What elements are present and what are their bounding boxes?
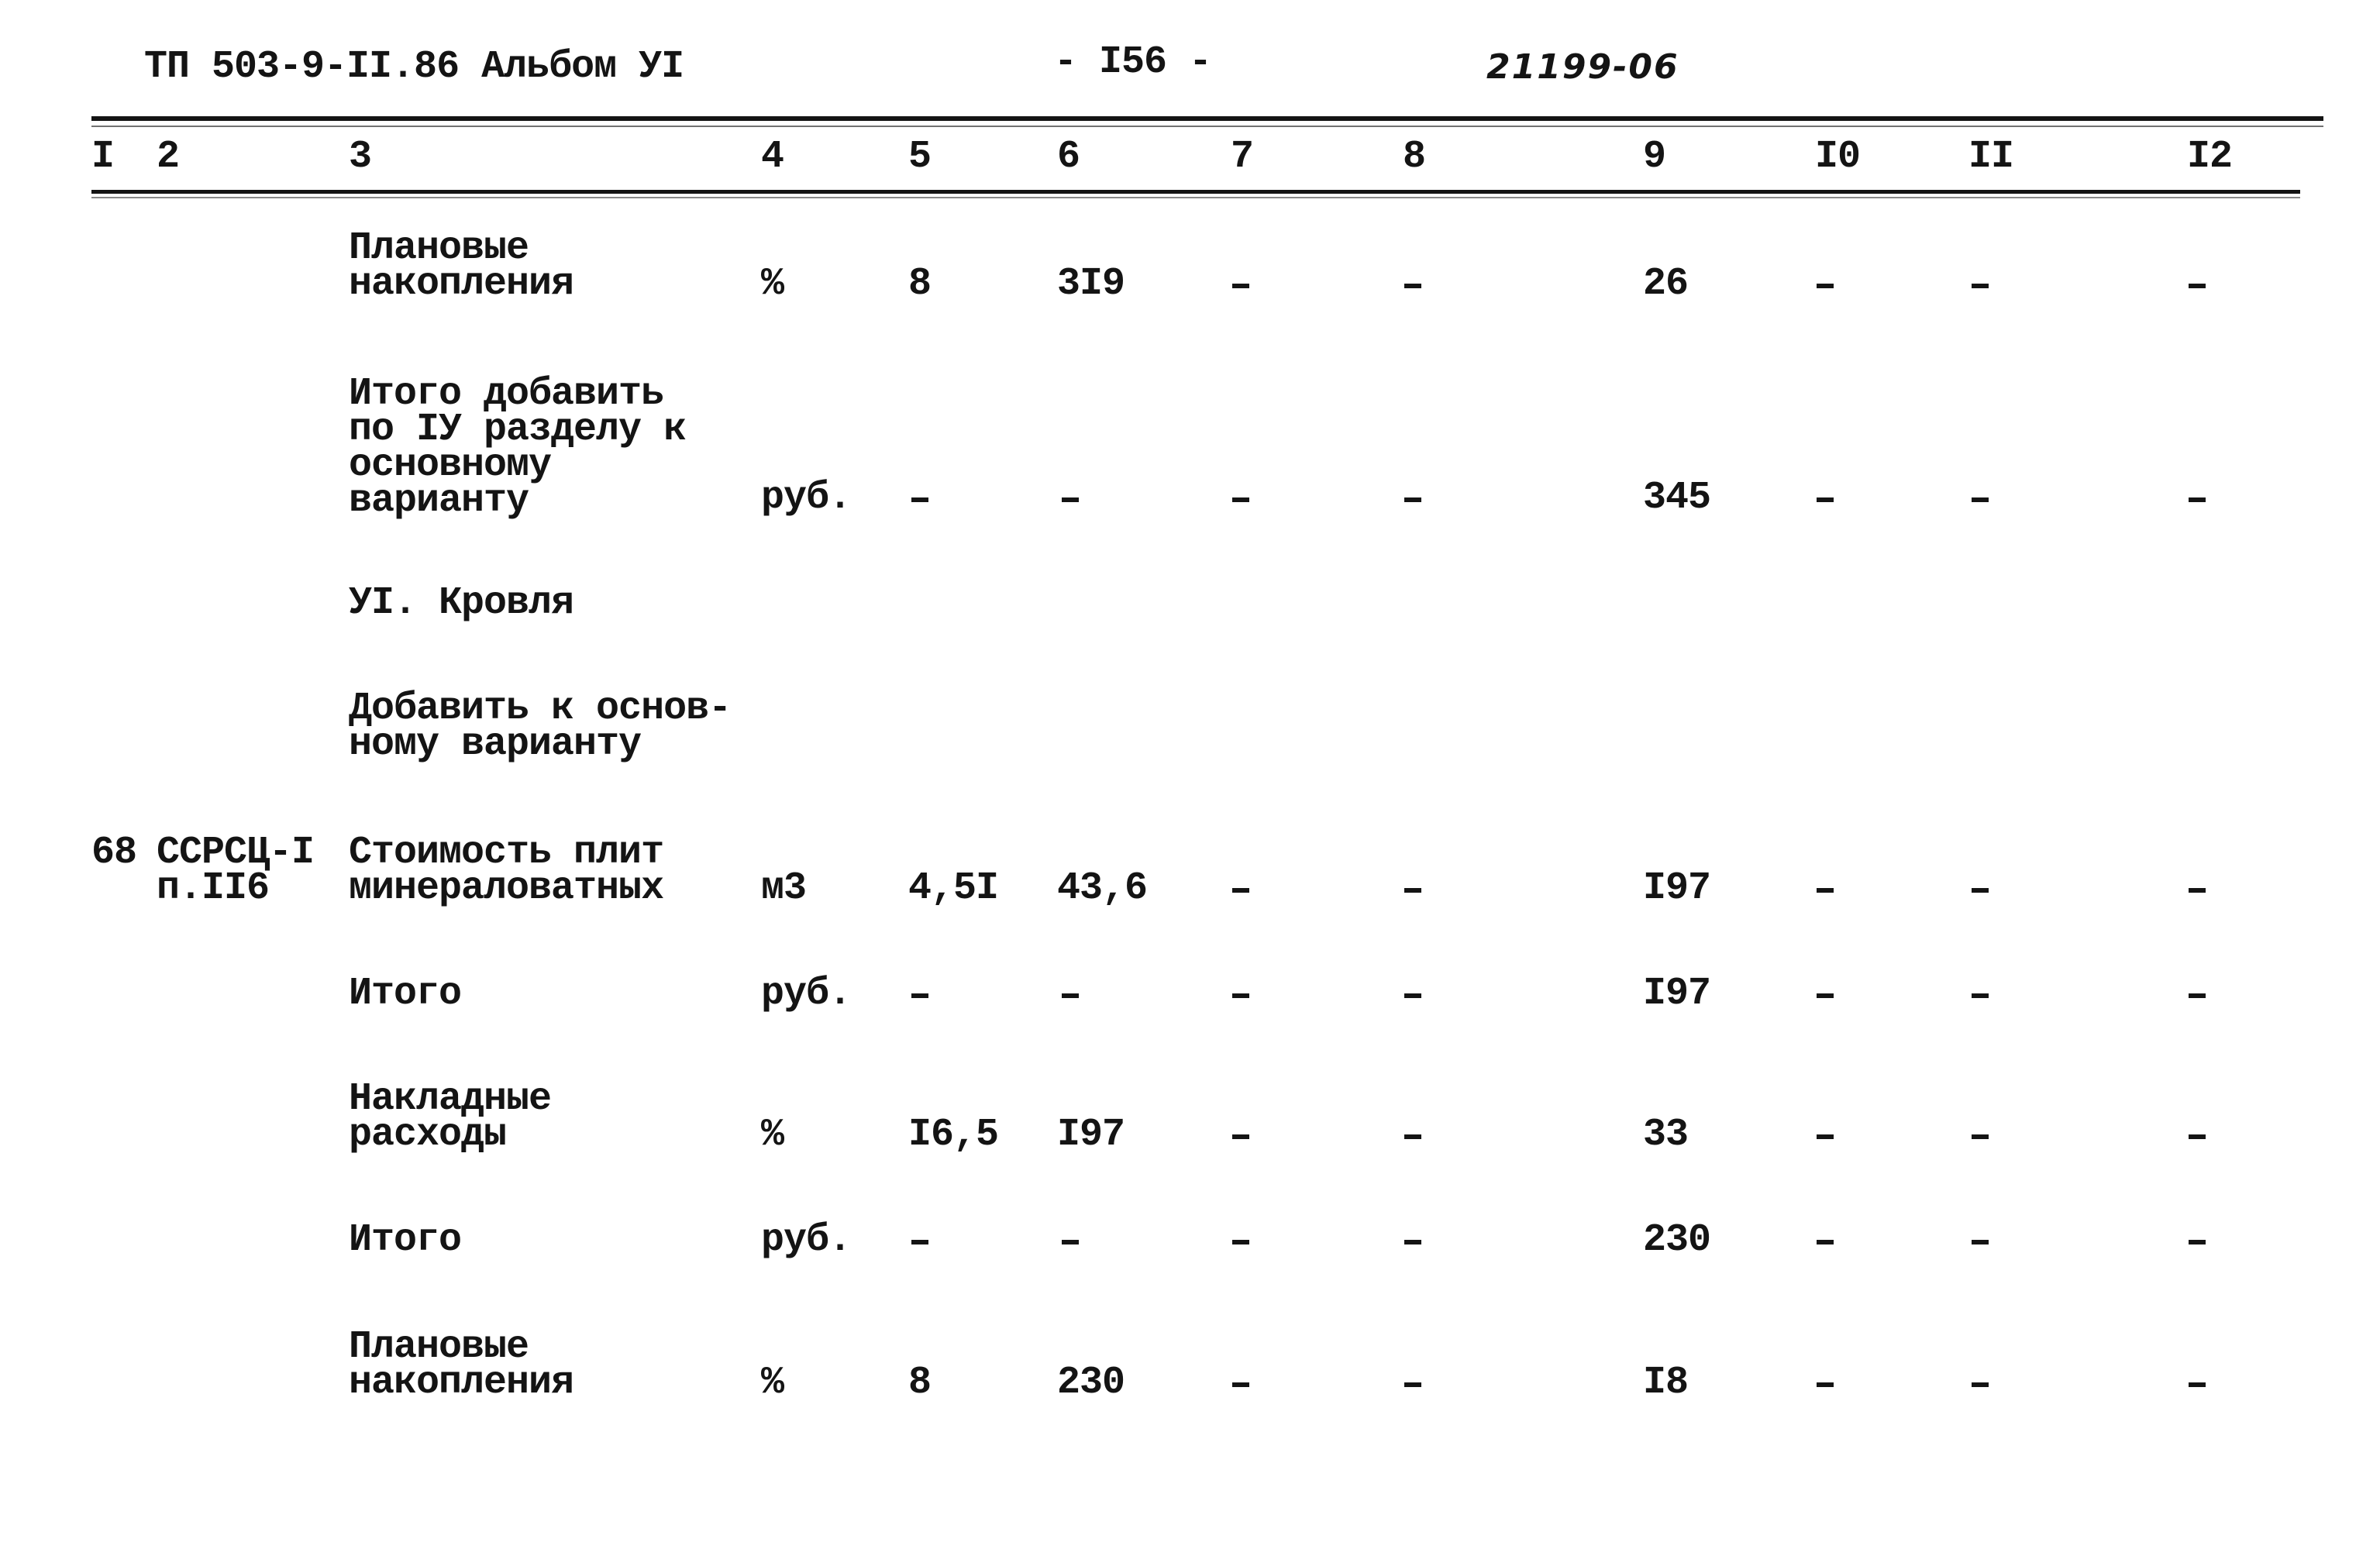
row-unit: % xyxy=(761,1361,784,1405)
column-number-2: 2 xyxy=(157,135,180,179)
empty-cell-dash xyxy=(1404,888,1421,893)
empty-cell-dash xyxy=(2189,993,2206,998)
page-number: - I56 - xyxy=(1054,40,1212,84)
empty-cell-dash xyxy=(2189,1134,2206,1139)
empty-cell-dash xyxy=(2189,497,2206,502)
empty-cell-dash xyxy=(1817,1134,1834,1139)
row-base: 43,6 xyxy=(1057,866,1148,911)
row-unit: м3 xyxy=(761,866,807,911)
section-heading: УI. Кровля xyxy=(349,581,574,625)
empty-cell-dash xyxy=(1404,497,1421,502)
empty-cell-dash xyxy=(1062,497,1079,502)
empty-cell-dash xyxy=(1232,888,1249,893)
column-number-6: 6 xyxy=(1057,135,1080,179)
empty-cell-dash xyxy=(1404,1382,1421,1387)
empty-cell-dash xyxy=(1817,284,1834,288)
column-number-1: I xyxy=(91,135,115,179)
empty-cell-dash xyxy=(911,1240,928,1244)
row-description: Накладные расходы xyxy=(349,1077,552,1157)
row-base: 3I9 xyxy=(1057,262,1125,306)
empty-cell-dash xyxy=(1972,888,1989,893)
row-description: Плановые накопления xyxy=(349,1325,574,1405)
row-total: 26 xyxy=(1643,262,1689,306)
column-number-8: 8 xyxy=(1403,135,1426,179)
empty-cell-dash xyxy=(2189,1382,2206,1387)
column-number-5: 5 xyxy=(908,135,932,179)
row-description: Добавить к основ- ному варианту xyxy=(349,687,732,766)
empty-cell-dash xyxy=(1232,1134,1249,1139)
empty-cell-dash xyxy=(1232,1382,1249,1387)
row-norm: I6,5 xyxy=(908,1113,999,1157)
row-unit: % xyxy=(761,1113,784,1157)
column-number-12: I2 xyxy=(2187,135,2233,179)
row-unit: руб. xyxy=(761,476,852,520)
row-description: Итого добавить по IУ разделу к основному варианту xyxy=(349,372,687,523)
empty-cell-dash xyxy=(911,993,928,998)
column-number-4: 4 xyxy=(761,135,784,179)
column-number-11: II xyxy=(1968,135,2014,179)
empty-cell-dash xyxy=(1232,497,1249,502)
empty-cell-dash xyxy=(2189,888,2206,893)
row-description: Итого xyxy=(349,1218,462,1262)
document-title: ТП 503-9-II.86 Альбом УI xyxy=(144,45,684,89)
row-total: 33 xyxy=(1643,1113,1689,1157)
row-description: Стоимость плит минераловатных xyxy=(349,831,664,911)
empty-cell-dash xyxy=(1817,1240,1834,1244)
row-description: Итого xyxy=(349,972,462,1016)
empty-cell-dash xyxy=(1062,993,1079,998)
empty-cell-dash xyxy=(1817,993,1834,998)
row-reference: ССРСЦ-I п.II6 xyxy=(157,831,315,911)
row-description: Плановые накопления xyxy=(349,226,574,306)
empty-cell-dash xyxy=(1972,284,1989,288)
row-total: 345 xyxy=(1643,476,1711,520)
row-norm: 4,5I xyxy=(908,866,999,911)
header-bottom-rule-thin xyxy=(91,197,2300,198)
row-base: I97 xyxy=(1057,1113,1125,1157)
empty-cell-dash xyxy=(1972,497,1989,502)
empty-cell-dash xyxy=(1817,1382,1834,1387)
empty-cell-dash xyxy=(1817,497,1834,502)
row-base: 230 xyxy=(1057,1361,1125,1405)
row-unit: руб. xyxy=(761,972,852,1016)
empty-cell-dash xyxy=(1232,284,1249,288)
empty-cell-dash xyxy=(1404,993,1421,998)
empty-cell-dash xyxy=(1232,993,1249,998)
empty-cell-dash xyxy=(1062,1240,1079,1244)
empty-cell-dash xyxy=(1817,888,1834,893)
column-number-9: 9 xyxy=(1643,135,1666,179)
row-total: I8 xyxy=(1643,1361,1689,1405)
row-number: 68 xyxy=(91,831,137,875)
column-number-7: 7 xyxy=(1231,135,1254,179)
row-unit: % xyxy=(761,262,784,306)
empty-cell-dash xyxy=(2189,284,2206,288)
table-top-rule-thin xyxy=(91,126,2323,127)
empty-cell-dash xyxy=(911,497,928,502)
row-norm: 8 xyxy=(908,262,932,306)
empty-cell-dash xyxy=(2189,1240,2206,1244)
row-norm: 8 xyxy=(908,1361,932,1405)
row-unit: руб. xyxy=(761,1218,852,1262)
column-number-10: I0 xyxy=(1815,135,1861,179)
empty-cell-dash xyxy=(1404,284,1421,288)
column-number-3: 3 xyxy=(349,135,372,179)
row-total: I97 xyxy=(1643,866,1711,911)
empty-cell-dash xyxy=(1404,1134,1421,1139)
table-top-rule xyxy=(91,116,2323,121)
header-bottom-rule xyxy=(91,190,2300,194)
empty-cell-dash xyxy=(1972,993,1989,998)
row-total: I97 xyxy=(1643,972,1711,1016)
registration-number: 21199-06 xyxy=(1486,47,1679,87)
row-total: 230 xyxy=(1643,1218,1711,1262)
empty-cell-dash xyxy=(1404,1240,1421,1244)
empty-cell-dash xyxy=(1972,1382,1989,1387)
empty-cell-dash xyxy=(1972,1134,1989,1139)
empty-cell-dash xyxy=(1972,1240,1989,1244)
empty-cell-dash xyxy=(1232,1240,1249,1244)
